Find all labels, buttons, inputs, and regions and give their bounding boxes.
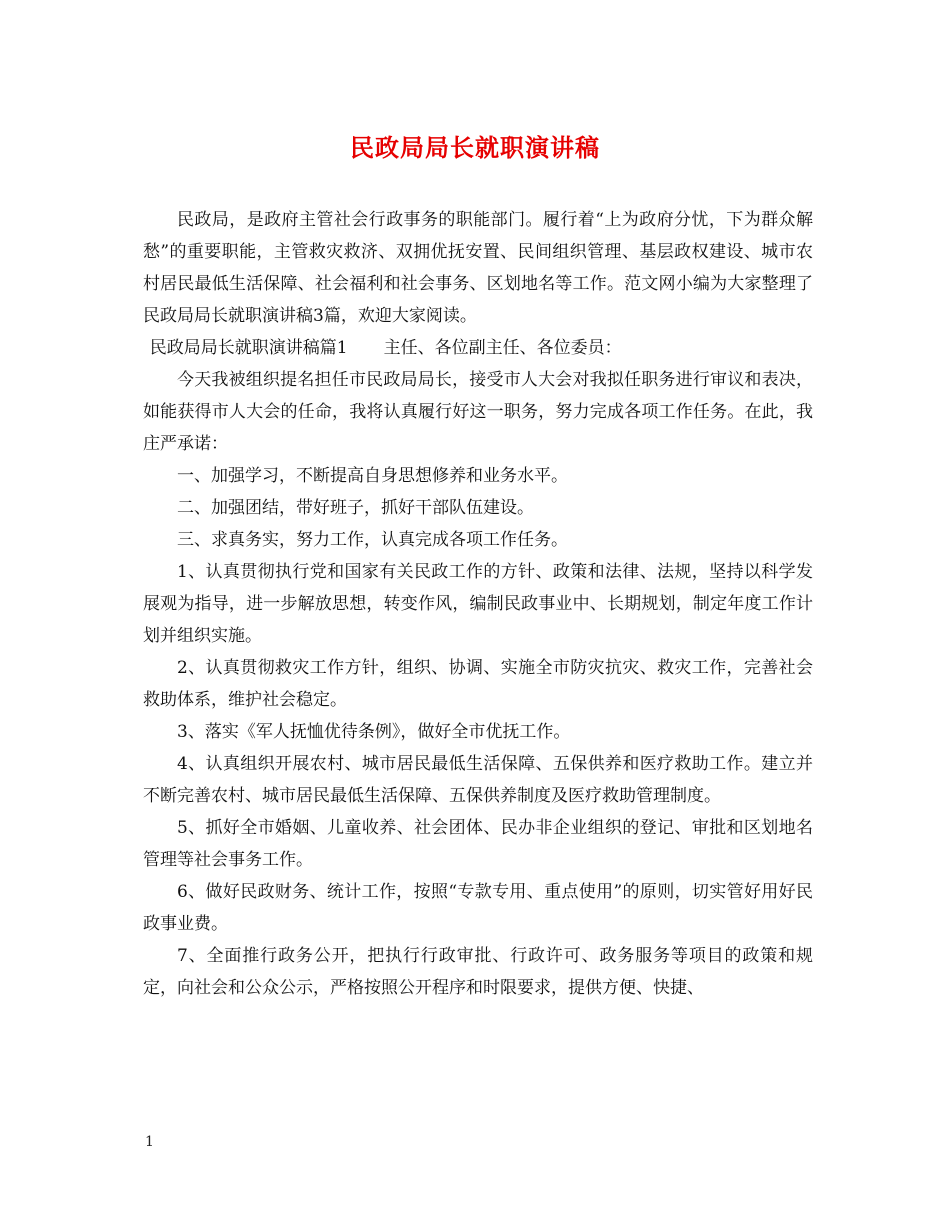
- body-paragraph: 7、全面推行政务公开，把执行行政审批、行政许可、政务服务等项目的政策和规定，向社会和公众公示，严格按照公开程序和时限要求，提供方便、快捷、: [143, 946, 813, 998]
- body-paragraph: 3、落实《军人抚恤优待条例》，做好全市优抚工作。: [177, 722, 571, 742]
- section-heading-line: [143, 332, 813, 364]
- body-paragraph: 2、认真贯彻救灾工作方针，组织、协调、实施全市防灾抗灾、救灾工作，完善社会救助体系，维护社会稳定。: [143, 658, 813, 710]
- document-body: [143, 204, 813, 1004]
- page-number: 1: [145, 1134, 154, 1150]
- intro-paragraph: 民政局，是政府主管社会行政事务的职能部门。履行着“上为政府分忧，下为群众解愁”的重要职能，主管救灾救济、双拥优抚安置、民间组织管理、基层政权建设、城市农村居民最低生活保障、社会福利和社会事务、区划地名等工作。范文网小编为大家整理了 民政局局长就职演讲稿3篇，欢迎大家阅读。: [143, 210, 813, 326]
- body-paragraph: 5、抓好全市婚姻、儿童收养、社会团体、民办非企业组织的登记、审批和区划地名管理等社会事务工作。: [143, 818, 813, 870]
- document-title: 民政局局长就职演讲稿: [350, 133, 600, 162]
- body-paragraph: 三、求真务实，努力工作，认真完成各项工作任务。: [177, 530, 568, 550]
- body-paragraph: 6、做好民政财务、统计工作，按照“专款专用、重点使用”的原则，切实管好用好民政事业费。: [143, 882, 813, 934]
- salutation: 主任、各位副主任、各位委员：: [383, 338, 622, 358]
- body-paragraph: 二、加强团结，带好班子，抓好干部队伍建设。: [177, 498, 534, 518]
- body-paragraph: 今天我被组织提名担任市民政局局长，接受市人大会对我拟任职务进行审议和表决，如能获得市人大会的任命，我将认真履行好这一职务，努力完成各项工作任务。在此，我庄严承诺：: [143, 370, 813, 454]
- body-paragraph: 一、加强学习，不断提高自身思想修养和业务水平。: [177, 466, 568, 486]
- body-paragraph: 4、认真组织开展农村、城市居民最低生活保障、五保供养和医疗救助工作。建立并不断完善农村、城市居民最低生活保障、五保供养制度及医疗救助管理制度。: [143, 754, 813, 806]
- body-paragraph: 1、认真贯彻执行党和国家有关民政工作的方针、政策和法律、法规，坚持以科学发展观为指导，进一步解放思想，转变作风，编制民政事业中、长期规划，制定年度工作计划并组织实施。: [143, 562, 813, 646]
- section-heading: 民政局局长就职演讲稿篇1: [149, 338, 348, 358]
